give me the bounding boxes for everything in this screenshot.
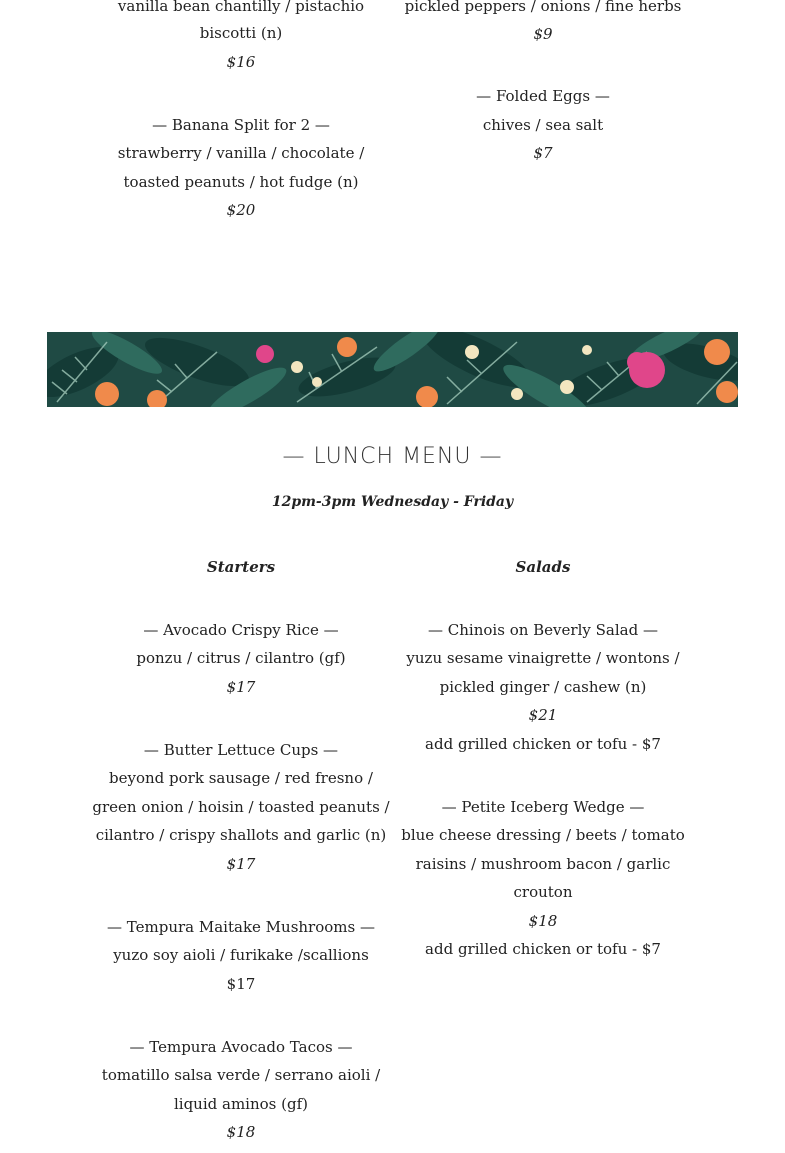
starters-heading: Starters — [206, 558, 276, 576]
menu-item-description: cilantro / crispy shallots and garlic (n) — [95, 826, 387, 844]
menu-item-price: $17 — [226, 678, 256, 696]
menu-item-name: — Chinois on Beverly Salad — — [428, 621, 658, 639]
menu-item-price: $18 — [226, 1123, 256, 1141]
menu-item-name: — Tempura Avocado Tacos — — [129, 1038, 353, 1056]
dessert-description-line: strawberry / vanilla / chocolate / — [117, 144, 365, 162]
menu-item-description: crouton — [513, 883, 573, 901]
side-name: — Folded Eggs — — [476, 87, 610, 105]
dessert-description-line: biscotti (n) — [199, 24, 283, 42]
menu-item-name: — Butter Lettuce Cups — — [143, 741, 339, 759]
side-description-line: chives / sea salt — [482, 116, 604, 134]
side-price: $7 — [533, 144, 553, 162]
salads-heading: Salads — [515, 558, 571, 576]
menu-item-addon: add grilled chicken or tofu - $7 — [425, 940, 661, 958]
dessert-price: $20 — [226, 201, 256, 219]
menu-item-description: liquid aminos (gf) — [173, 1095, 308, 1113]
menu-item-description: blue cheese dressing / beets / tomato — [401, 826, 685, 844]
menu-item-description: yuzu sesame vinaigrette / wontons / — [406, 649, 680, 667]
menu-item-description: ponzu / citrus / cilantro (gf) — [136, 649, 346, 667]
menu-item-description: tomatillo salsa verde / serrano aioli / — [101, 1066, 381, 1084]
menu-item-description: beyond pork sausage / red fresno / — [109, 769, 373, 787]
menu-item-description: pickled ginger / cashew (n) — [439, 678, 647, 696]
dessert-price: $16 — [226, 53, 256, 71]
lunch-hours: 12pm-3pm Wednesday - Friday — [271, 494, 514, 510]
menu-item-price: $17 — [226, 855, 256, 873]
side-price: $9 — [533, 25, 553, 43]
menu-item-price: $17 — [226, 975, 256, 993]
menu-item-name: — Petite Iceberg Wedge — — [441, 798, 645, 816]
menu-item-name: — Avocado Crispy Rice — — [143, 621, 339, 639]
menu-item-price: $18 — [528, 912, 558, 930]
menu-item-name: — Tempura Maitake Mushrooms — — [107, 918, 375, 936]
menu-item-addon: add grilled chicken or tofu - $7 — [425, 735, 661, 753]
dessert-description-line: vanilla bean chantilly / pistachio — [117, 0, 365, 15]
menu-item-price: $21 — [528, 706, 558, 724]
menu-item-description: green onion / hoisin / toasted peanuts / — [92, 798, 390, 816]
dessert-description-line: toasted peanuts / hot fudge (n) — [123, 173, 359, 191]
tropical-floral-banner — [47, 332, 738, 407]
tropical-leaves-illustration — [47, 332, 738, 407]
menu-item-description: raisins / mushroom bacon / garlic — [415, 855, 671, 873]
side-description-line: pickled peppers / onions / fine herbs — [404, 0, 682, 15]
dessert-name: — Banana Split for 2 — — [152, 116, 330, 134]
menu-item-description: yuzo soy aioli / furikake /scallions — [113, 946, 369, 964]
lunch-menu-title: — LUNCH MENU — — [282, 444, 503, 469]
